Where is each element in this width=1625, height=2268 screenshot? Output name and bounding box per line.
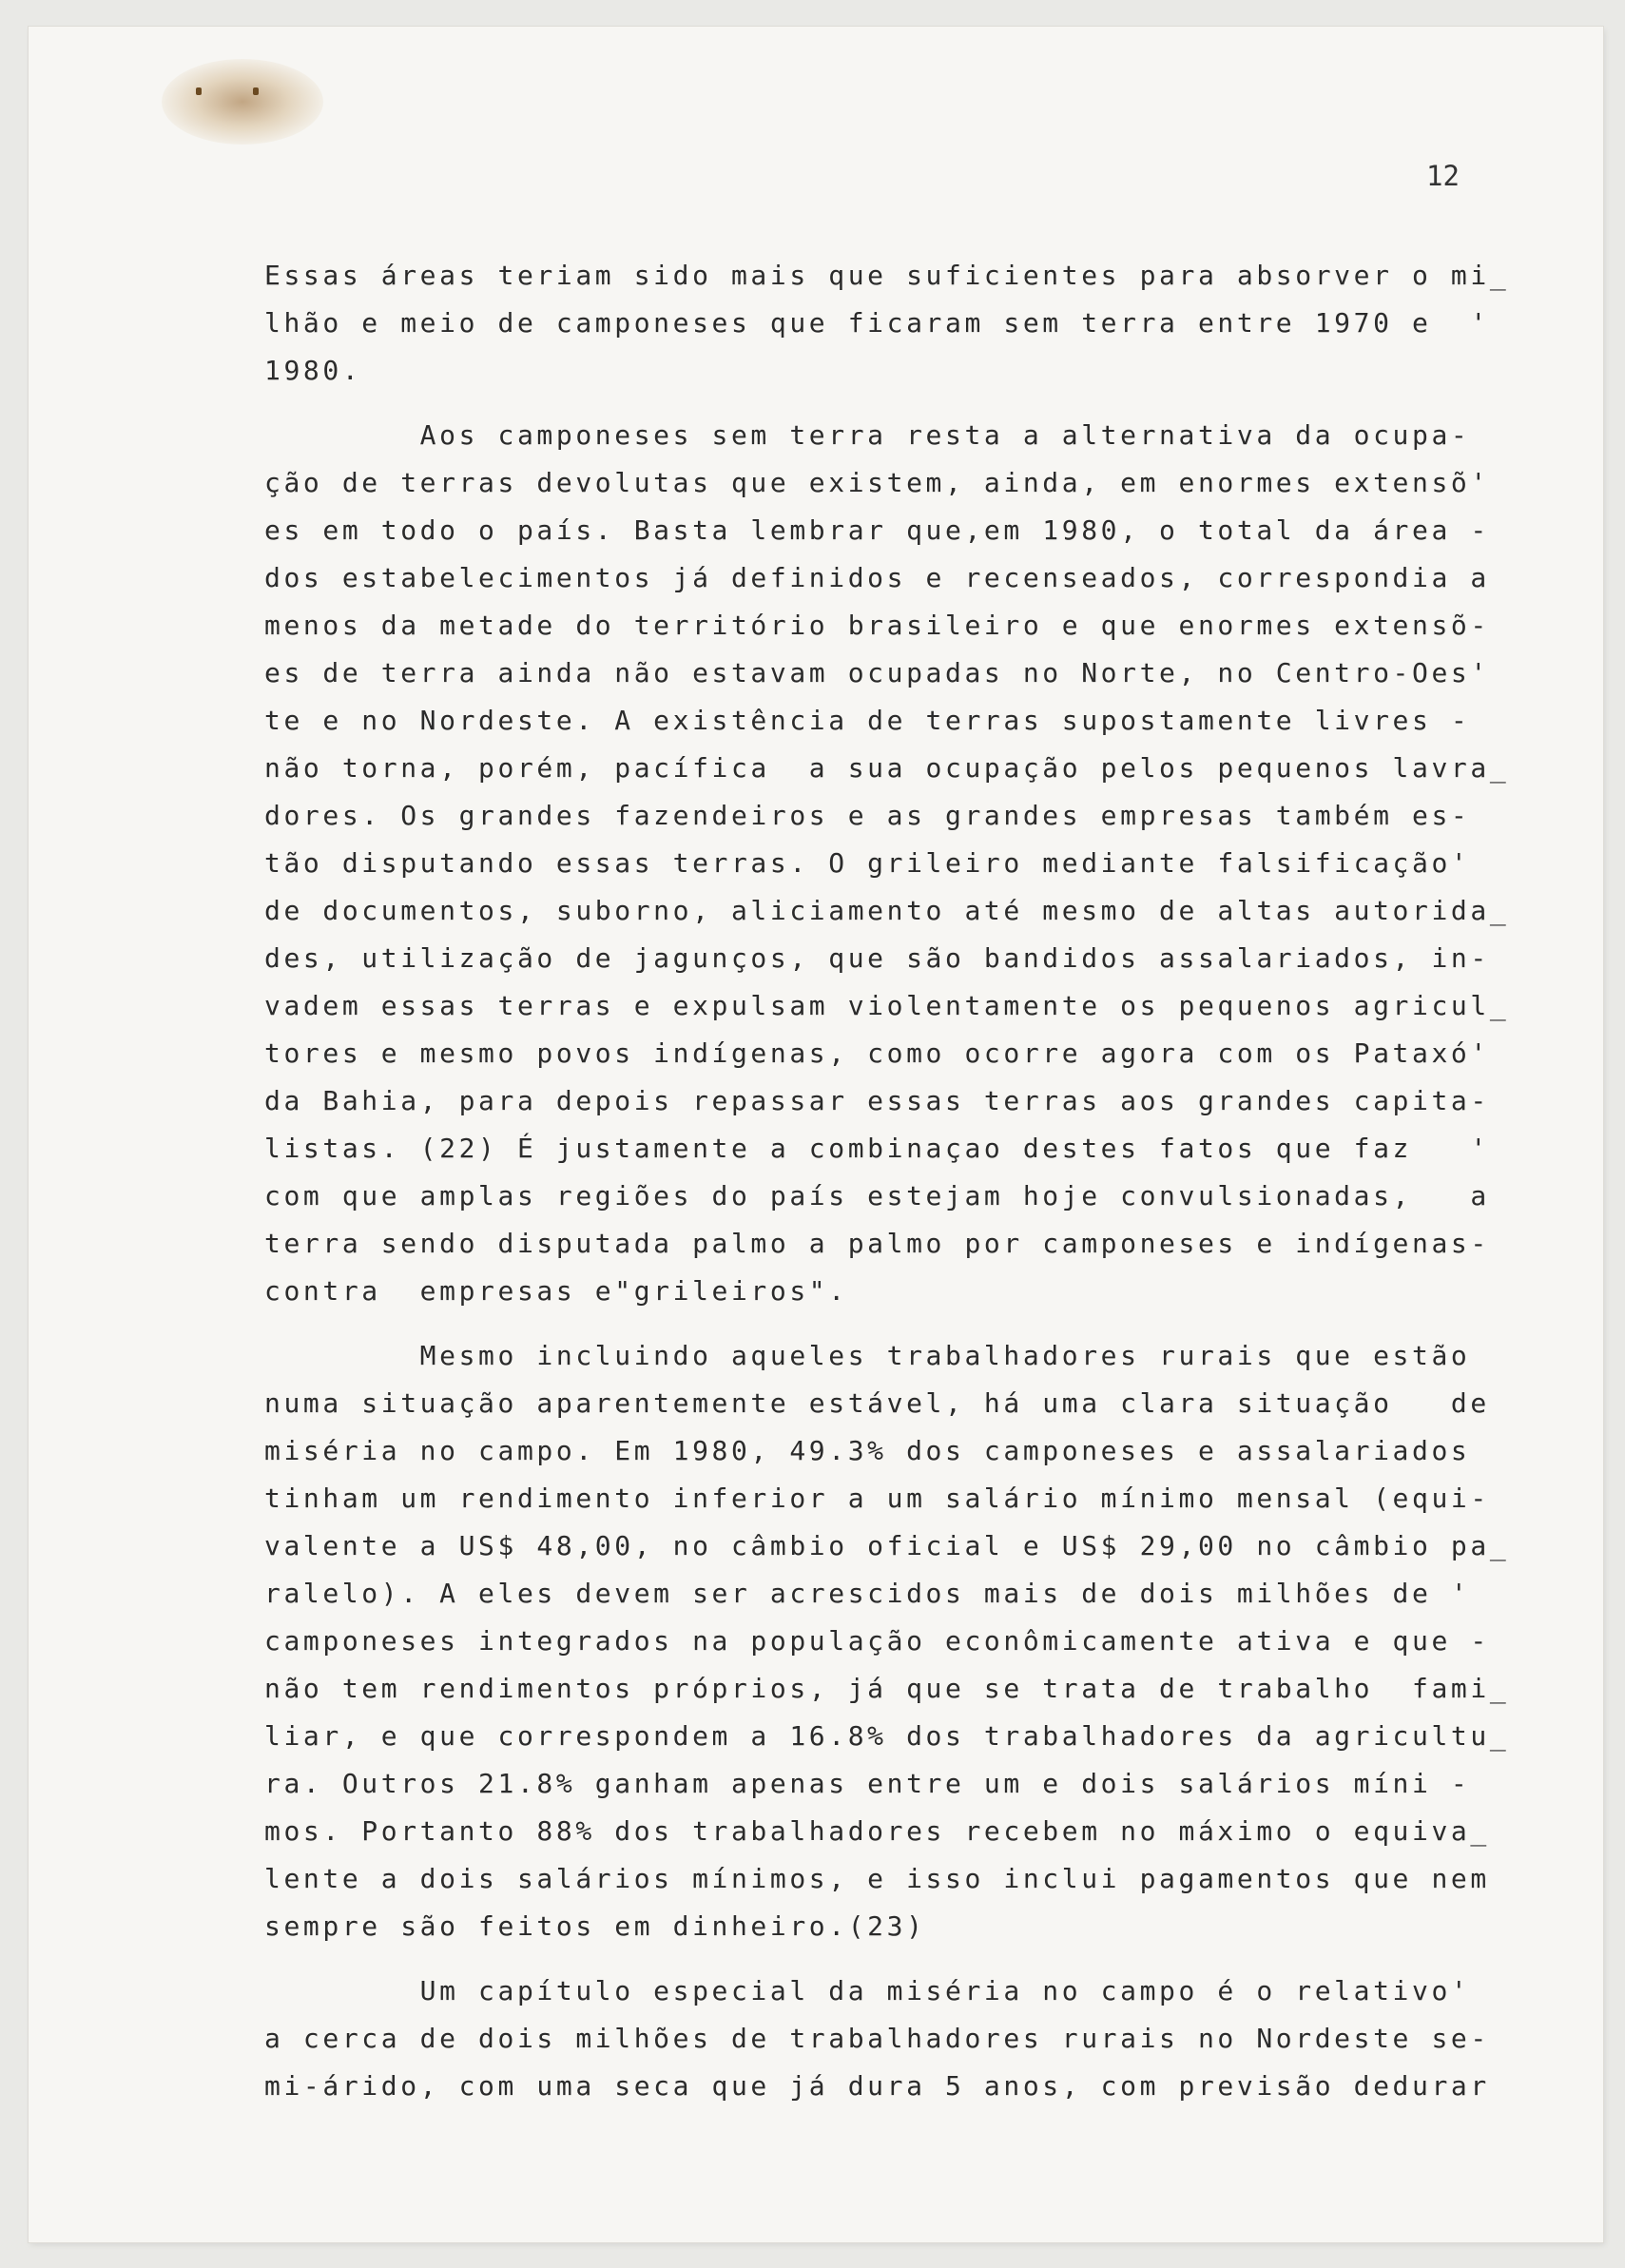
text-line: des, utilização de jagunços, que são bandidos assalariados, in- [264, 942, 1490, 974]
text-line: ra. Outros 21.8% ganham apenas entre um e dois salários míni - [264, 1768, 1471, 1799]
text-line: es de terra ainda não estavam ocupadas no Norte, no Centro-Oes' [264, 657, 1490, 688]
paragraph-gap [264, 1950, 1467, 1968]
text-line: tão disputando essas terras. O grileiro mediante falsificação' [264, 847, 1471, 879]
text-line: Mesmo incluindo aqueles trabalhadores rurais que estão [264, 1340, 1471, 1371]
text-line: contra empresas e"grileiros". [264, 1275, 848, 1307]
text-line: Aos camponeses sem terra resta a alternativa da ocupa- [264, 419, 1471, 451]
text-line: lhão e meio de camponeses que ficaram sem terra entre 1970 e ' [264, 307, 1490, 339]
paragraph-gap [264, 395, 1467, 412]
text-line: sempre são feitos em dinheiro.(23) [264, 1910, 926, 1942]
text-line: camponeses integrados na população econômicamente ativa e que - [264, 1625, 1490, 1657]
text-line: vadem essas terras e expulsam violentamente os pequenos agricul_ [264, 990, 1510, 1021]
text-line: mos. Portanto 88% dos trabalhadores recebem no máximo o equiva_ [264, 1815, 1490, 1847]
text-line: Um capítulo especial da miséria no campo é o relativo' [264, 1975, 1471, 2006]
text-line: dos estabelecimentos já definidos e recenseados, correspondia a [264, 562, 1490, 593]
text-line: mi-árido, com uma seca que já dura 5 anos, com previsão dedurar [264, 2070, 1490, 2102]
text-line: tores e mesmo povos indígenas, como ocorre agora com os Pataxó' [264, 1037, 1490, 1069]
text-line: listas. (22) É justamente a combinaçao destes fatos que faz ' [264, 1133, 1490, 1164]
text-line: menos da metade do território brasileiro e que enormes extensõ- [264, 610, 1490, 641]
punch-hole-mark [196, 87, 202, 95]
text-line: da Bahia, para depois repassar essas terras aos grandes capita- [264, 1085, 1490, 1116]
text-line: liar, e que correspondem a 16.8% dos trabalhadores da agricultu_ [264, 1720, 1510, 1752]
text-line: numa situação aparentemente estável, há uma clara situação de [264, 1387, 1490, 1419]
text-line: não torna, porém, pacífica a sua ocupação pelos pequenos lavra_ [264, 752, 1510, 784]
text-line: ralelo). A eles devem ser acrescidos mais de dois milhões de ' [264, 1578, 1471, 1609]
text-line: valente a US$ 48,00, no câmbio oficial e US$ 29,00 no câmbio pa_ [264, 1530, 1510, 1561]
text-line: com que amplas regiões do país estejam hoje convulsionadas, a [264, 1180, 1490, 1212]
text-line: te e no Nordeste. A existência de terras supostamente livres - [264, 705, 1471, 736]
text-line: dores. Os grandes fazendeiros e as grandes empresas também es- [264, 800, 1471, 831]
text-line: es em todo o país. Basta lembrar que,em 1980, o total da área - [264, 514, 1490, 546]
document-page [29, 27, 1603, 2242]
paragraph-gap [264, 1315, 1467, 1332]
body-text [264, 252, 1510, 2110]
punch-hole-mark [253, 87, 259, 95]
text-line: não tem rendimentos próprios, já que se trata de trabalho fami_ [264, 1673, 1510, 1704]
text-line: tinham um rendimento inferior a um salário mínimo mensal (equi- [264, 1483, 1490, 1514]
text-line: de documentos, suborno, aliciamento até mesmo de altas autorida_ [264, 895, 1510, 926]
text-line: a cerca de dois milhões de trabalhadores rurais no Nordeste se- [264, 2023, 1490, 2054]
text-line: ção de terras devolutas que existem, ainda, em enormes extensõ' [264, 467, 1490, 498]
stain-mark [162, 59, 323, 145]
text-line: 1980. [264, 355, 362, 386]
text-line: miséria no campo. Em 1980, 49.3% dos camponeses e assalariados [264, 1435, 1471, 1466]
text-line: lente a dois salários mínimos, e isso inclui pagamentos que nem [264, 1863, 1490, 1894]
text-line: Essas áreas teriam sido mais que suficientes para absorver o mi_ [264, 260, 1510, 291]
text-line: terra sendo disputada palmo a palmo por camponeses e indígenas- [264, 1228, 1490, 1259]
page-number: 12 [1426, 160, 1460, 192]
